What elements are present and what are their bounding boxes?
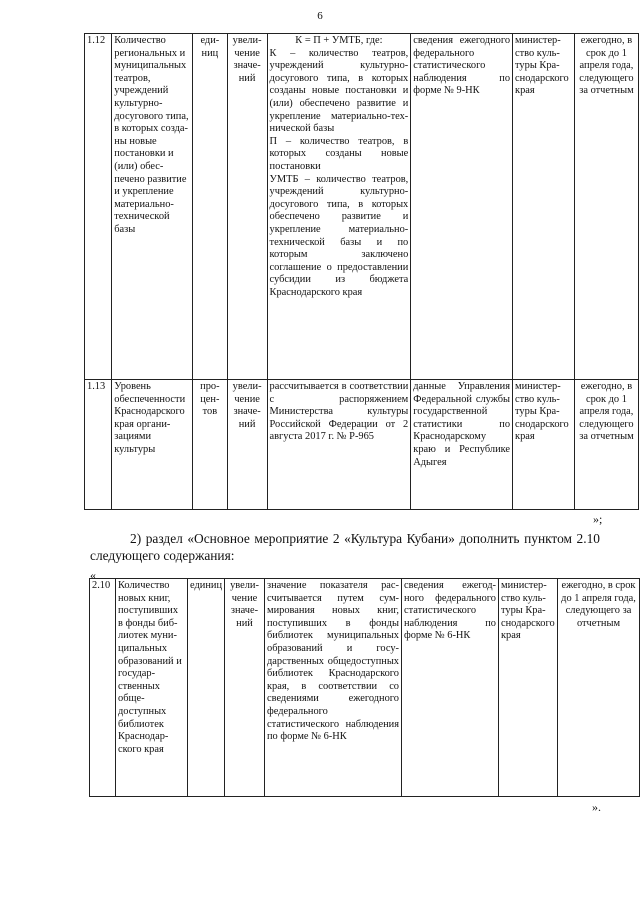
calculation-formula: К = П + УМТБ, где: xyxy=(295,35,383,46)
amendment-paragraph: 2) раздел «Основное мероприятие 2 «Культура Кубани» дополнить пунктом 2.10 следующего содержания: xyxy=(90,531,600,563)
unit-of-measure: единиц xyxy=(193,34,228,380)
data-source: сведения ежегодного федерального статистического наблюдения по форме № 9-НК xyxy=(411,34,513,380)
data-source: данные Управления Федеральной службы государственной статистики по Краснодарскому краю и Республике Адыгея xyxy=(411,380,513,510)
row-number: 2.10 xyxy=(90,579,116,797)
calculation-method xyxy=(267,34,411,380)
trend-direction: увеличение значений xyxy=(225,579,265,797)
formula-definition: УМТБ – количество театров, учреждений культурно-досугового типа, в которых обеспечено развитие и укрепление материально-технической базы и по которым заключено соглашение о предоставлении субсидии из бюджета Краснодарского края xyxy=(269,173,409,298)
row-number: 1.13 xyxy=(85,380,112,510)
row-number: 1.12 xyxy=(85,34,112,380)
calculation-method: значение показателя рассчитывается путем суммирования новых книг, поступивших в фонды библиотек муниципальных образований и государственных общедоступных библиотек Краснодарского края, в соответствии со сведениями ежегодного федерального статистического наблюдения по форме № 6-НК xyxy=(265,579,402,797)
trend-direction: увеличение значений xyxy=(227,380,267,510)
data-source: сведения ежегодного федерального статистического наблюдения по форме № 6-НК xyxy=(402,579,499,797)
formula-definition: П – количество театров, в которых созданы новые постановки xyxy=(269,135,409,172)
reporting-deadline: ежегодно, в срок до 1 апреля года, следующего за отчетным xyxy=(574,380,638,510)
opening-quote: « xyxy=(90,568,96,582)
formula-definition: К – количество театров, учреждений культурно-досугового типа, в которых созданы новые постановки и (или) обеспечено развитие и укрепление материально-технической базы xyxy=(269,47,409,135)
reporting-deadline: ежегодно, в срок до 1 апреля года, следующего за отчетным xyxy=(574,34,638,380)
responsible-body: министерство культуры Краснодарского края xyxy=(513,34,575,380)
calculation-method: рассчитывается в соответствии с распоряжением Министерства культуры Российской Федерации от 2 августа 2017 г. № Р-965 xyxy=(267,380,411,510)
indicators-table-2 xyxy=(89,578,640,797)
indicators-table-1 xyxy=(84,33,639,510)
table-row xyxy=(90,579,640,797)
responsible-body: министерство культуры Краснодарского края xyxy=(513,380,575,510)
indicator-name: Уровень обеспеченности Краснодарского края организациями культуры xyxy=(112,380,193,510)
table-row xyxy=(85,380,639,510)
responsible-body: министерство культуры Краснодарского края xyxy=(499,579,558,797)
unit-of-measure: единиц xyxy=(188,579,225,797)
page-number: 6 xyxy=(317,10,323,22)
indicator-name: Количество региональных и муниципальных театров, учреждений культурно-досугового типа, в которых созданы новые постановки и (или) обеспечено развитие и укрепление материально-технической базы xyxy=(112,34,193,380)
unit-of-measure: процентов xyxy=(193,380,228,510)
closing-quote: ». xyxy=(592,800,601,814)
table-row xyxy=(85,34,639,380)
indicator-name: Количество новых книг, поступивших в фонды библиотек муниципальных образований и государственных общедоступных библиотек Краснодарского края xyxy=(116,579,188,797)
trend-direction: увеличение значений xyxy=(227,34,267,380)
closing-quote: »; xyxy=(593,512,603,526)
reporting-deadline: ежегодно, в срок до 1 апреля года, следующего за отчетным xyxy=(558,579,640,797)
